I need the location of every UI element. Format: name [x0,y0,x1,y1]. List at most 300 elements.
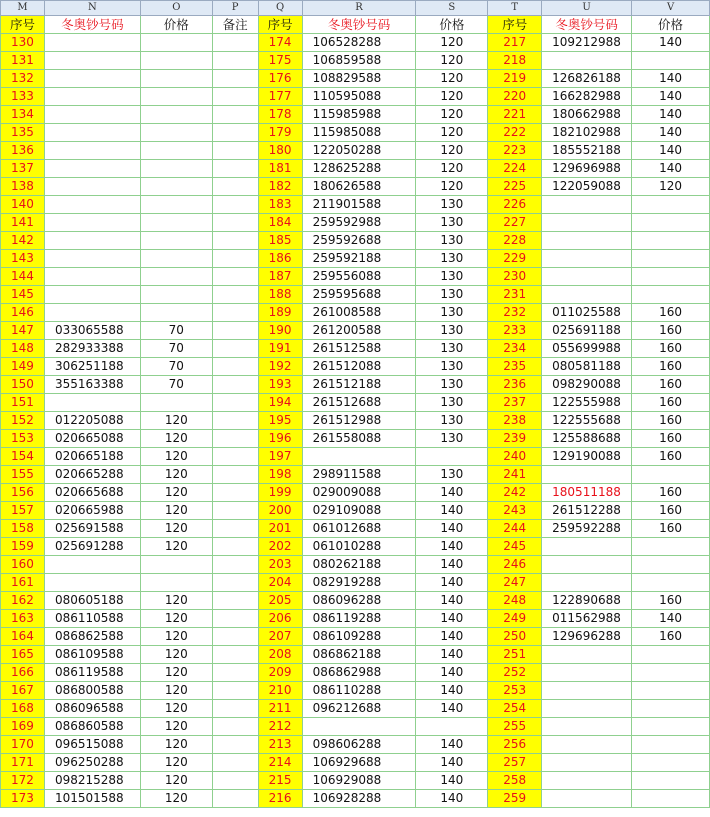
price-cell-s[interactable]: 120 [416,178,488,196]
seq-cell-m[interactable]: 141 [1,214,45,232]
price-cell-s[interactable]: 130 [416,322,488,340]
note-cell-p[interactable] [212,70,258,88]
code-cell-r[interactable]: 106929088 [302,772,416,790]
price-cell-v[interactable]: 160 [632,304,710,322]
price-cell-o[interactable] [140,574,212,592]
column-header-n[interactable]: N [44,1,140,16]
note-cell-p[interactable] [212,250,258,268]
code-cell-u[interactable] [542,268,632,286]
note-cell-p[interactable] [212,412,258,430]
note-cell-p[interactable] [212,124,258,142]
code-cell-r[interactable]: 106859588 [302,52,416,70]
seq-cell-m[interactable]: 142 [1,232,45,250]
price-cell-s[interactable]: 140 [416,520,488,538]
price-cell-s[interactable]: 130 [416,196,488,214]
price-cell-s[interactable]: 120 [416,106,488,124]
seq-cell-t[interactable]: 245 [488,538,542,556]
note-cell-p[interactable] [212,754,258,772]
column-header-m[interactable]: M [1,1,45,16]
seq-cell-q[interactable]: 204 [258,574,302,592]
code-cell-n[interactable] [44,34,140,52]
code-cell-u[interactable]: 129190088 [542,448,632,466]
price-cell-o[interactable]: 120 [140,466,212,484]
price-cell-o[interactable] [140,214,212,232]
code-cell-u[interactable] [542,772,632,790]
seq-cell-q[interactable]: 185 [258,232,302,250]
price-cell-s[interactable]: 140 [416,610,488,628]
code-cell-u[interactable] [542,466,632,484]
price-cell-o[interactable] [140,394,212,412]
price-cell-o[interactable] [140,70,212,88]
code-cell-n[interactable] [44,124,140,142]
price-cell-o[interactable]: 120 [140,520,212,538]
code-cell-r[interactable]: 261558088 [302,430,416,448]
code-cell-u[interactable] [542,214,632,232]
code-cell-n[interactable]: 086109588 [44,646,140,664]
seq-cell-t[interactable]: 230 [488,268,542,286]
seq-cell-m[interactable]: 136 [1,142,45,160]
price-cell-v[interactable] [632,790,710,808]
column-header-r[interactable]: R [302,1,416,16]
price-cell-s[interactable]: 130 [416,250,488,268]
code-cell-u[interactable] [542,538,632,556]
code-cell-r[interactable]: 061012688 [302,520,416,538]
seq-cell-m[interactable]: 172 [1,772,45,790]
note-cell-p[interactable] [212,448,258,466]
seq-cell-q[interactable]: 192 [258,358,302,376]
note-cell-p[interactable] [212,232,258,250]
code-cell-u[interactable] [542,232,632,250]
price-cell-v[interactable] [632,574,710,592]
note-cell-p[interactable] [212,376,258,394]
seq-cell-q[interactable]: 201 [258,520,302,538]
price-cell-v[interactable]: 140 [632,88,710,106]
price-cell-v[interactable]: 160 [632,502,710,520]
seq-cell-t[interactable]: 237 [488,394,542,412]
price-cell-v[interactable] [632,196,710,214]
price-cell-o[interactable]: 120 [140,718,212,736]
price-cell-v[interactable] [632,538,710,556]
code-cell-n[interactable] [44,394,140,412]
code-cell-r[interactable] [302,448,416,466]
code-cell-n[interactable] [44,178,140,196]
code-cell-n[interactable]: 096250288 [44,754,140,772]
seq-cell-m[interactable]: 131 [1,52,45,70]
code-cell-r[interactable]: 086109288 [302,628,416,646]
seq-cell-q[interactable]: 207 [258,628,302,646]
seq-cell-q[interactable]: 183 [258,196,302,214]
code-cell-n[interactable] [44,142,140,160]
code-cell-n[interactable] [44,250,140,268]
price-cell-v[interactable]: 140 [632,610,710,628]
seq-cell-q[interactable]: 194 [258,394,302,412]
seq-cell-m[interactable]: 163 [1,610,45,628]
price-cell-v[interactable]: 140 [632,124,710,142]
header-seq-m[interactable]: 序号 [1,16,45,34]
code-cell-u[interactable]: 011025588 [542,304,632,322]
price-cell-v[interactable] [632,250,710,268]
price-cell-o[interactable]: 120 [140,772,212,790]
seq-cell-m[interactable]: 137 [1,160,45,178]
code-cell-n[interactable]: 012205088 [44,412,140,430]
code-cell-u[interactable] [542,52,632,70]
code-cell-r[interactable]: 261008588 [302,304,416,322]
header-price-o[interactable]: 价格 [140,16,212,34]
seq-cell-t[interactable]: 239 [488,430,542,448]
seq-cell-m[interactable]: 159 [1,538,45,556]
seq-cell-m[interactable]: 144 [1,268,45,286]
code-cell-r[interactable]: 115985088 [302,124,416,142]
price-cell-o[interactable] [140,232,212,250]
price-cell-s[interactable]: 130 [416,466,488,484]
code-cell-r[interactable]: 259592688 [302,232,416,250]
note-cell-p[interactable] [212,52,258,70]
seq-cell-t[interactable]: 231 [488,286,542,304]
seq-cell-m[interactable]: 130 [1,34,45,52]
price-cell-s[interactable]: 130 [416,268,488,286]
price-cell-o[interactable]: 70 [140,358,212,376]
code-cell-u[interactable]: 166282988 [542,88,632,106]
header-price-s[interactable]: 价格 [416,16,488,34]
code-cell-r[interactable]: 106929688 [302,754,416,772]
code-cell-r[interactable]: 082919288 [302,574,416,592]
header-note-p[interactable]: 备注 [212,16,258,34]
seq-cell-t[interactable]: 250 [488,628,542,646]
code-cell-u[interactable] [542,556,632,574]
price-cell-v[interactable]: 160 [632,394,710,412]
price-cell-o[interactable] [140,304,212,322]
code-cell-n[interactable] [44,232,140,250]
code-cell-r[interactable]: 211901588 [302,196,416,214]
price-cell-v[interactable] [632,268,710,286]
seq-cell-m[interactable]: 169 [1,718,45,736]
code-cell-n[interactable] [44,70,140,88]
seq-cell-t[interactable]: 217 [488,34,542,52]
column-header-q[interactable]: Q [258,1,302,16]
code-cell-n[interactable]: 096515088 [44,736,140,754]
price-cell-o[interactable]: 120 [140,592,212,610]
price-cell-v[interactable]: 160 [632,448,710,466]
seq-cell-t[interactable]: 235 [488,358,542,376]
price-cell-o[interactable]: 120 [140,538,212,556]
column-header-s[interactable]: S [416,1,488,16]
price-cell-o[interactable] [140,124,212,142]
code-cell-r[interactable]: 259592188 [302,250,416,268]
price-cell-s[interactable]: 120 [416,88,488,106]
seq-cell-q[interactable]: 195 [258,412,302,430]
seq-cell-t[interactable]: 254 [488,700,542,718]
price-cell-s[interactable]: 120 [416,70,488,88]
seq-cell-t[interactable]: 226 [488,196,542,214]
price-cell-v[interactable] [632,754,710,772]
seq-cell-m[interactable]: 167 [1,682,45,700]
seq-cell-t[interactable]: 219 [488,70,542,88]
seq-cell-m[interactable]: 168 [1,700,45,718]
price-cell-s[interactable]: 140 [416,736,488,754]
price-cell-s[interactable]: 130 [416,358,488,376]
price-cell-s[interactable]: 130 [416,430,488,448]
price-cell-v[interactable] [632,232,710,250]
code-cell-u[interactable] [542,790,632,808]
note-cell-p[interactable] [212,142,258,160]
price-cell-v[interactable]: 140 [632,34,710,52]
column-header-o[interactable]: O [140,1,212,16]
column-header-p[interactable]: P [212,1,258,16]
note-cell-p[interactable] [212,88,258,106]
note-cell-p[interactable] [212,790,258,808]
seq-cell-m[interactable]: 164 [1,628,45,646]
note-cell-p[interactable] [212,268,258,286]
code-cell-r[interactable]: 098606288 [302,736,416,754]
seq-cell-q[interactable]: 214 [258,754,302,772]
seq-cell-q[interactable]: 203 [258,556,302,574]
price-cell-o[interactable] [140,556,212,574]
code-cell-u[interactable] [542,250,632,268]
note-cell-p[interactable] [212,538,258,556]
seq-cell-m[interactable]: 152 [1,412,45,430]
seq-cell-t[interactable]: 229 [488,250,542,268]
price-cell-s[interactable]: 130 [416,232,488,250]
seq-cell-m[interactable]: 153 [1,430,45,448]
price-cell-s[interactable]: 120 [416,160,488,178]
seq-cell-t[interactable]: 232 [488,304,542,322]
note-cell-p[interactable] [212,646,258,664]
seq-cell-t[interactable]: 251 [488,646,542,664]
seq-cell-t[interactable]: 223 [488,142,542,160]
price-cell-s[interactable]: 120 [416,142,488,160]
price-cell-v[interactable] [632,466,710,484]
code-cell-r[interactable]: 108829588 [302,70,416,88]
code-cell-r[interactable]: 086862988 [302,664,416,682]
code-cell-r[interactable]: 110595088 [302,88,416,106]
seq-cell-q[interactable]: 205 [258,592,302,610]
seq-cell-m[interactable]: 143 [1,250,45,268]
note-cell-p[interactable] [212,574,258,592]
price-cell-o[interactable]: 120 [140,448,212,466]
price-cell-v[interactable]: 160 [632,376,710,394]
code-cell-r[interactable]: 259556088 [302,268,416,286]
seq-cell-m[interactable]: 145 [1,286,45,304]
seq-cell-m[interactable]: 170 [1,736,45,754]
code-cell-u[interactable]: 098290088 [542,376,632,394]
seq-cell-t[interactable]: 240 [488,448,542,466]
code-cell-n[interactable]: 355163388 [44,376,140,394]
price-cell-v[interactable] [632,682,710,700]
seq-cell-m[interactable]: 166 [1,664,45,682]
code-cell-u[interactable]: 122555988 [542,394,632,412]
code-cell-n[interactable]: 020665988 [44,502,140,520]
note-cell-p[interactable] [212,592,258,610]
price-cell-v[interactable]: 160 [632,628,710,646]
code-cell-u[interactable]: 182102988 [542,124,632,142]
note-cell-p[interactable] [212,34,258,52]
price-cell-o[interactable]: 120 [140,412,212,430]
header-seq-q[interactable]: 序号 [258,16,302,34]
code-cell-n[interactable]: 025691288 [44,538,140,556]
code-cell-n[interactable] [44,304,140,322]
seq-cell-q[interactable]: 196 [258,430,302,448]
code-cell-r[interactable]: 106528288 [302,34,416,52]
note-cell-p[interactable] [212,394,258,412]
seq-cell-q[interactable]: 188 [258,286,302,304]
code-cell-u[interactable]: 011562988 [542,610,632,628]
seq-cell-q[interactable]: 178 [258,106,302,124]
price-cell-s[interactable]: 140 [416,790,488,808]
code-cell-r[interactable]: 261512188 [302,376,416,394]
seq-cell-t[interactable]: 257 [488,754,542,772]
note-cell-p[interactable] [212,736,258,754]
price-cell-o[interactable]: 120 [140,790,212,808]
code-cell-n[interactable] [44,556,140,574]
seq-cell-m[interactable]: 158 [1,520,45,538]
note-cell-p[interactable] [212,106,258,124]
price-cell-s[interactable]: 130 [416,340,488,358]
note-cell-p[interactable] [212,718,258,736]
code-cell-u[interactable]: 261512288 [542,502,632,520]
code-cell-u[interactable]: 259592288 [542,520,632,538]
price-cell-v[interactable] [632,646,710,664]
seq-cell-t[interactable]: 244 [488,520,542,538]
seq-cell-t[interactable]: 234 [488,340,542,358]
code-cell-n[interactable]: 020665088 [44,430,140,448]
code-cell-u[interactable]: 109212988 [542,34,632,52]
seq-cell-m[interactable]: 140 [1,196,45,214]
seq-cell-t[interactable]: 246 [488,556,542,574]
code-cell-n[interactable] [44,52,140,70]
seq-cell-t[interactable]: 249 [488,610,542,628]
price-cell-s[interactable]: 140 [416,484,488,502]
price-cell-s[interactable]: 140 [416,502,488,520]
seq-cell-q[interactable]: 208 [258,646,302,664]
price-cell-s[interactable]: 140 [416,538,488,556]
price-cell-s[interactable]: 140 [416,592,488,610]
note-cell-p[interactable] [212,484,258,502]
code-cell-n[interactable]: 025691588 [44,520,140,538]
code-cell-r[interactable]: 259595688 [302,286,416,304]
price-cell-v[interactable] [632,718,710,736]
seq-cell-t[interactable]: 256 [488,736,542,754]
seq-cell-q[interactable]: 200 [258,502,302,520]
seq-cell-q[interactable]: 212 [258,718,302,736]
code-cell-u[interactable] [542,718,632,736]
code-cell-n[interactable]: 080605188 [44,592,140,610]
price-cell-o[interactable] [140,268,212,286]
seq-cell-q[interactable]: 193 [258,376,302,394]
price-cell-v[interactable]: 120 [632,178,710,196]
code-cell-r[interactable]: 106928288 [302,790,416,808]
price-cell-v[interactable]: 160 [632,412,710,430]
price-cell-o[interactable]: 120 [140,754,212,772]
seq-cell-t[interactable]: 243 [488,502,542,520]
price-cell-s[interactable]: 130 [416,376,488,394]
code-cell-r[interactable]: 061010288 [302,538,416,556]
note-cell-p[interactable] [212,520,258,538]
seq-cell-m[interactable]: 148 [1,340,45,358]
code-cell-r[interactable]: 261512988 [302,412,416,430]
code-cell-u[interactable] [542,754,632,772]
seq-cell-t[interactable]: 225 [488,178,542,196]
code-cell-r[interactable]: 029009088 [302,484,416,502]
seq-cell-q[interactable]: 198 [258,466,302,484]
code-cell-u[interactable]: 180662988 [542,106,632,124]
price-cell-o[interactable] [140,34,212,52]
seq-cell-m[interactable]: 171 [1,754,45,772]
price-cell-s[interactable]: 120 [416,52,488,70]
seq-cell-q[interactable]: 216 [258,790,302,808]
price-cell-o[interactable]: 70 [140,322,212,340]
seq-cell-m[interactable]: 147 [1,322,45,340]
code-cell-r[interactable]: 086119288 [302,610,416,628]
seq-cell-q[interactable]: 174 [258,34,302,52]
note-cell-p[interactable] [212,610,258,628]
code-cell-u[interactable]: 122059088 [542,178,632,196]
seq-cell-t[interactable]: 236 [488,376,542,394]
price-cell-o[interactable]: 120 [140,664,212,682]
note-cell-p[interactable] [212,664,258,682]
price-cell-o[interactable] [140,160,212,178]
seq-cell-t[interactable]: 233 [488,322,542,340]
seq-cell-q[interactable]: 199 [258,484,302,502]
seq-cell-q[interactable]: 182 [258,178,302,196]
price-cell-s[interactable]: 130 [416,286,488,304]
price-cell-s[interactable]: 140 [416,682,488,700]
seq-cell-t[interactable]: 222 [488,124,542,142]
seq-cell-t[interactable]: 220 [488,88,542,106]
seq-cell-q[interactable]: 191 [258,340,302,358]
code-cell-r[interactable]: 086110288 [302,682,416,700]
seq-cell-q[interactable]: 202 [258,538,302,556]
price-cell-o[interactable]: 70 [140,340,212,358]
code-cell-u[interactable]: 055699988 [542,340,632,358]
note-cell-p[interactable] [212,430,258,448]
seq-cell-q[interactable]: 206 [258,610,302,628]
code-cell-r[interactable]: 259592988 [302,214,416,232]
code-cell-r[interactable]: 298911588 [302,466,416,484]
code-cell-r[interactable]: 115985988 [302,106,416,124]
column-header-u[interactable]: U [542,1,632,16]
code-cell-r[interactable]: 096212688 [302,700,416,718]
price-cell-o[interactable] [140,250,212,268]
note-cell-p[interactable] [212,358,258,376]
price-cell-v[interactable]: 160 [632,340,710,358]
code-cell-u[interactable]: 080581188 [542,358,632,376]
code-cell-n[interactable]: 086860588 [44,718,140,736]
price-cell-o[interactable]: 120 [140,736,212,754]
seq-cell-q[interactable]: 190 [258,322,302,340]
code-cell-n[interactable]: 020665288 [44,466,140,484]
price-cell-s[interactable]: 140 [416,664,488,682]
seq-cell-m[interactable]: 132 [1,70,45,88]
seq-cell-q[interactable]: 181 [258,160,302,178]
code-cell-n[interactable]: 086119588 [44,664,140,682]
price-cell-s[interactable]: 140 [416,556,488,574]
code-cell-u[interactable]: 129696988 [542,160,632,178]
price-cell-v[interactable]: 160 [632,484,710,502]
code-cell-n[interactable] [44,574,140,592]
price-cell-o[interactable] [140,178,212,196]
seq-cell-t[interactable]: 241 [488,466,542,484]
seq-cell-q[interactable]: 189 [258,304,302,322]
seq-cell-q[interactable]: 213 [258,736,302,754]
seq-cell-q[interactable]: 187 [258,268,302,286]
price-cell-s[interactable] [416,718,488,736]
price-cell-s[interactable]: 140 [416,754,488,772]
column-header-v[interactable]: V [632,1,710,16]
price-cell-v[interactable]: 140 [632,106,710,124]
price-cell-o[interactable] [140,88,212,106]
seq-cell-q[interactable]: 175 [258,52,302,70]
seq-cell-q[interactable]: 215 [258,772,302,790]
